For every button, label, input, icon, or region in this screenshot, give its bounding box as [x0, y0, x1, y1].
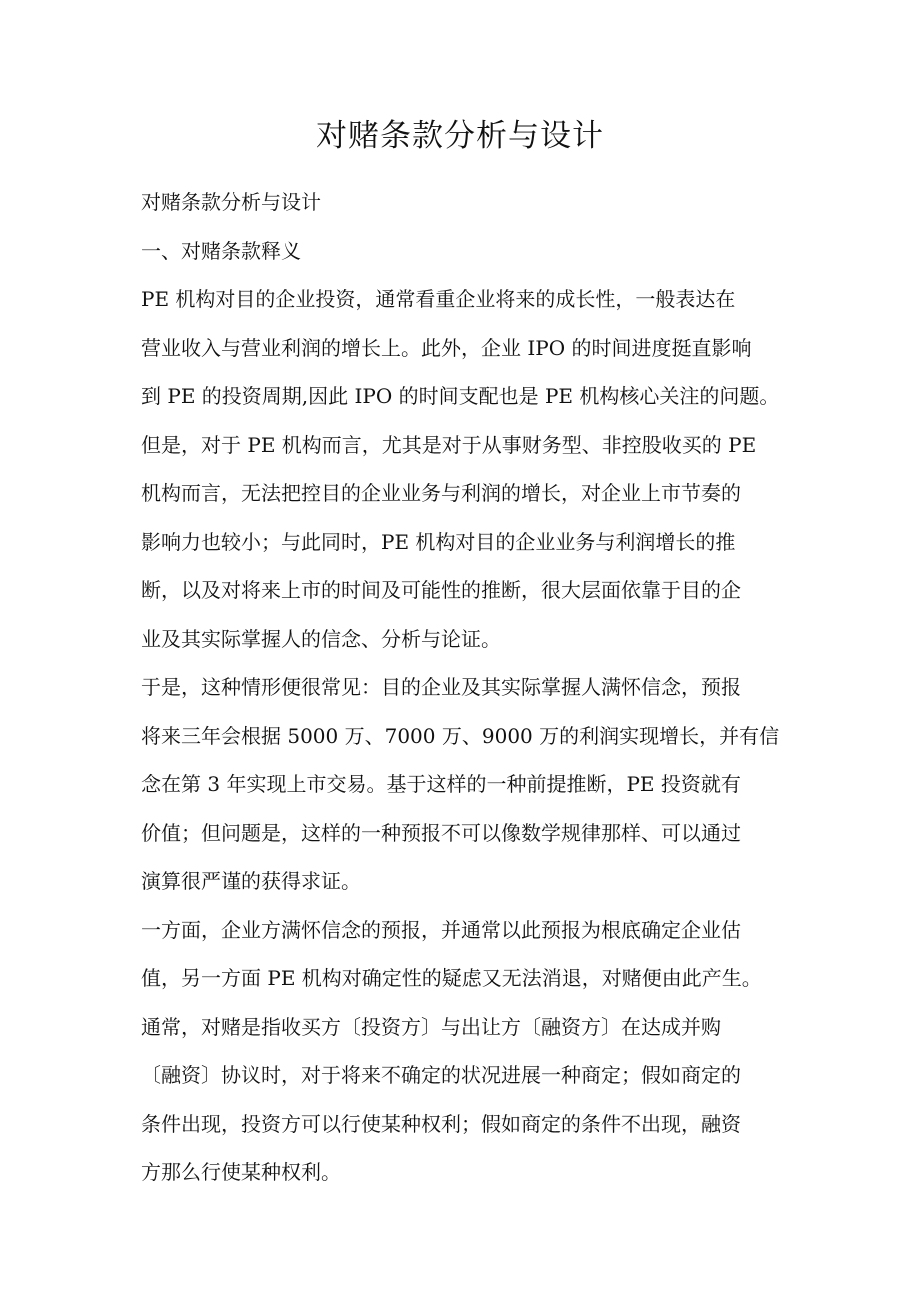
body-line: 念在第 3 年实现上市交易。基于这样的一种前提推断，PE 投资就有 [141, 772, 741, 796]
body-line: 于是，这种情形便很常见：目的企业及其实际掌握人满怀信念，预报 [141, 675, 741, 699]
body-line: 对赌条款分析与设计 [141, 190, 321, 214]
body-line: 〔融资〕协议时，对于将来不确定的状况进展一种商定；假如商定的 [141, 1063, 741, 1087]
body-line: 价值；但问题是，这样的一种预报不可以像数学规律那样、可以通过 [141, 820, 741, 845]
body-line: 通常，对赌是指收买方〔投资方〕与出让方〔融资方〕在达成并购 [141, 1014, 721, 1039]
body-line: PE 机构对目的企业投资，通常看重企业将来的成长性，一般表达在 [141, 287, 736, 311]
body-line: 但是，对于 PE 机构而言，尤其是对于从事财务型、非控股收买的 PE [141, 432, 757, 457]
body-line: 演算很严谨的获得求证。 [141, 869, 361, 893]
body-line: 将来三年会根据 5000 万、7000 万、9000 万的利润实现增长，并有信 [141, 723, 780, 748]
body-line: 到 PE 的投资周期,因此 IPO 的时间支配也是 PE 机构核心关注的问题。 [141, 384, 780, 408]
document-body [141, 178, 783, 1197]
body-line: 机构而言，无法把控目的企业业务与利润的增长，对企业上市节奏的 [141, 481, 741, 505]
body-line: 条件出现，投资方可以行使某种权利；假如商定的条件不出现，融资 [141, 1111, 741, 1136]
section-heading: 一、对赌条款释义 [141, 238, 301, 263]
body-line: 业及其实际掌握人的信念、分析与论证。 [141, 626, 501, 651]
document-title: 对赌条款分析与设计 [316, 118, 604, 154]
body-line: 值，另一方面 PE 机构对确定性的疑虑又无法消退，对赌便由此产生。 [141, 966, 762, 990]
body-line: 营业收入与营业利润的增长上。此外，企业 IPO 的时间进度挺直影响 [141, 335, 752, 360]
body-line: 影响力也较小；与此同时，PE 机构对目的企业业务与利润增长的推 [141, 529, 736, 554]
body-line: 一方面，企业方满怀信念的预报，并通常以此预报为根底确定企业估 [141, 917, 741, 942]
body-line: 断，以及对将来上市的时间及可能性的推断，很大层面依靠于目的企 [141, 578, 741, 602]
body-line: 方那么行使某种权利。 [141, 1160, 341, 1184]
